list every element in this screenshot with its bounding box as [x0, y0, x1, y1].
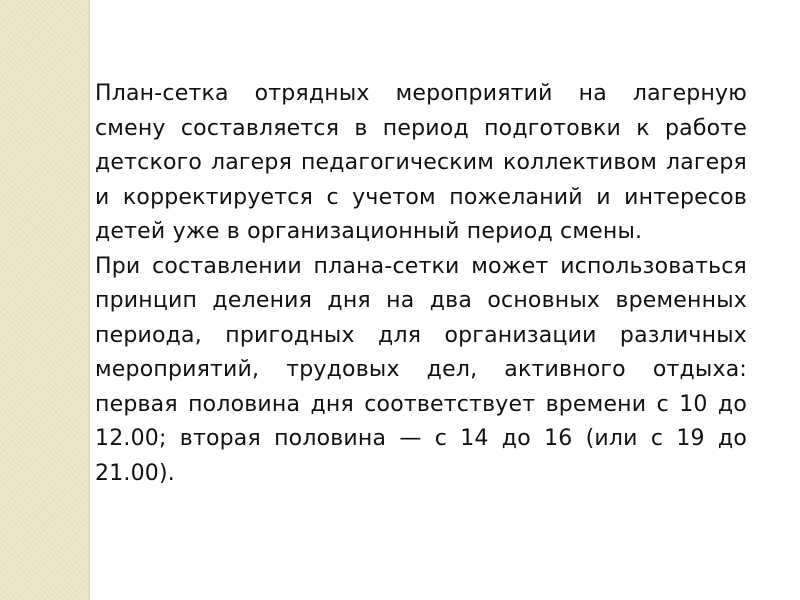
side-band-divider: [88, 0, 90, 600]
paragraph-day-division: При составлении плана-сетки может использоваться принцип деления дня на два основных временных периода, пригодных для организации различных мероприятий, трудовых дел, активного отдыха: первая половина дня соответствует времени с 10 до 12.00; вторая половина — с 14 до 16 (или с 19 до 21.00).: [95, 253, 747, 486]
decorative-side-band: [0, 0, 88, 600]
paragraph-plan-description: План-сетка отрядных мероприятий на лагерную смену составляется в период подготовки к работе детского лагеря педагогическим коллективом лагеря и корректируется с учетом пожеланий и интересов детей уже в организационный период смены.: [95, 81, 747, 244]
slide-text-body: [95, 77, 747, 491]
